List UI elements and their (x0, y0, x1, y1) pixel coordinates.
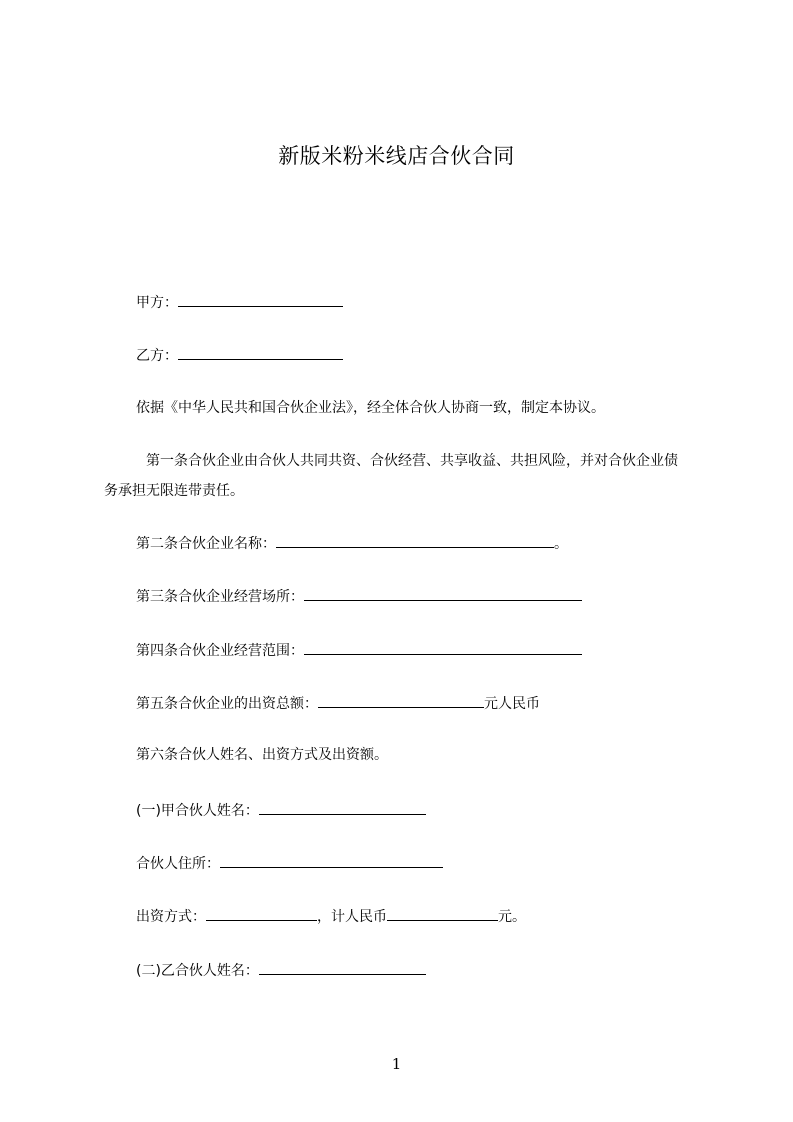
contribution-label: 出资方式： (136, 909, 206, 925)
partner-b-label: (二)乙合伙人姓名： (136, 963, 259, 979)
article-2-label: 第二条合伙企业名称： (136, 536, 276, 552)
article-4-label: 第四条合伙企业经营范围： (136, 643, 304, 659)
article-5-line (136, 692, 540, 714)
page-number: 1 (391, 1055, 402, 1073)
article-2-suffix: 。 (554, 536, 568, 552)
document-title: 新版米粉米线店合伙合同 (278, 144, 515, 168)
contribution-suffix: 元。 (498, 909, 526, 925)
contribution-mid: ，计人民币 (317, 909, 387, 925)
article-4-line (136, 639, 582, 661)
article-5-blank (318, 692, 484, 708)
article-2-blank (276, 532, 554, 548)
contribution-method-blank (206, 905, 317, 921)
article-1: 第一条合伙企业由合伙人共同共资、合伙经营、共享收益、共担风险，并对合伙企业债务承担无限连带责任。 (104, 453, 678, 499)
intro-text: 依据《中华人民共和国合伙企业法》，经全体合伙人协商一致，制定本协议。 (136, 400, 605, 416)
article-5-suffix: 元人民币 (484, 696, 540, 712)
contribution-amount-blank (387, 905, 498, 921)
party-b-blank (178, 344, 343, 360)
partner-a-line (136, 799, 426, 821)
article-3-label: 第三条合伙企业经营场所： (136, 589, 304, 605)
party-a-blank (178, 291, 343, 307)
party-a-line (136, 291, 343, 313)
article-6-line (136, 745, 388, 765)
party-b-label: 乙方： (136, 348, 178, 364)
article-4-blank (304, 639, 582, 655)
partner-a-blank (259, 799, 426, 815)
partner-b-line (136, 959, 426, 981)
article-5-label: 第五条合伙企业的出资总额： (136, 696, 318, 712)
article-2-line (136, 532, 568, 554)
partner-b-blank (259, 959, 426, 975)
residence-label: 合伙人住所： (136, 856, 220, 872)
article-6-text: 第六条合伙人姓名、出资方式及出资额。 (136, 747, 388, 763)
party-a-label: 甲方： (136, 295, 178, 311)
intro-line (136, 398, 605, 418)
party-b-line (136, 344, 343, 366)
contribution-line (136, 905, 526, 927)
article-3-line (136, 585, 582, 607)
residence-blank (220, 852, 443, 868)
article-3-blank (304, 585, 582, 601)
partner-a-label: (一)甲合伙人姓名： (136, 803, 259, 819)
residence-line (136, 852, 443, 874)
